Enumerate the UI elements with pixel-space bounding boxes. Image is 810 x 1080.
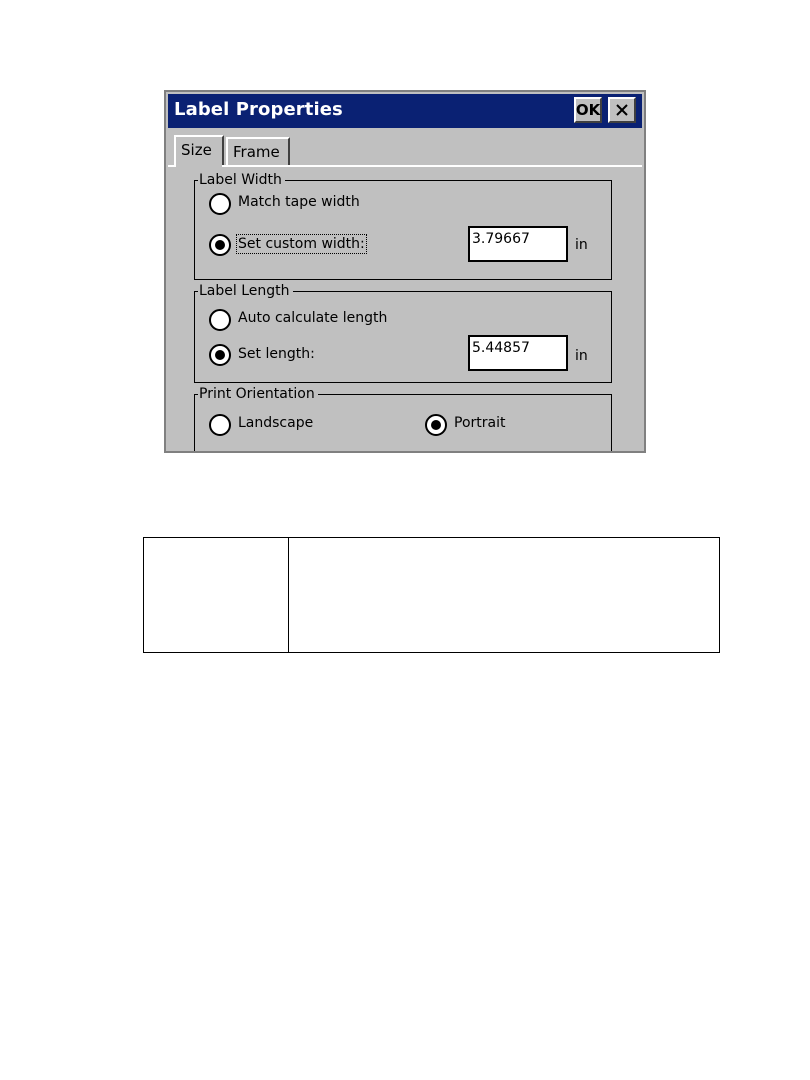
radio-selected-dot (215, 350, 225, 360)
document-table (143, 537, 720, 653)
label-length-group (194, 283, 612, 383)
radio-selected-dot (215, 240, 225, 250)
auto-calculate-length-radio[interactable] (209, 309, 231, 331)
set-length-unit: in (575, 348, 588, 364)
close-icon (615, 103, 629, 117)
set-custom-width-radio[interactable] (209, 234, 231, 256)
set-length-radio[interactable] (209, 344, 231, 366)
tab-panel-edge (168, 165, 642, 167)
print-orientation-group (194, 386, 612, 453)
dialog-title: Label Properties (174, 99, 343, 120)
custom-width-input[interactable]: 3.79667 (468, 226, 568, 262)
label-length-legend: Label Length (198, 282, 293, 300)
set-length-label[interactable]: Set length: (238, 346, 315, 362)
portrait-label[interactable]: Portrait (454, 415, 506, 431)
landscape-radio[interactable] (209, 414, 231, 436)
auto-calculate-length-label[interactable]: Auto calculate length (238, 310, 388, 326)
table-divider (288, 538, 289, 652)
close-button[interactable] (608, 97, 636, 123)
label-width-group (194, 172, 612, 280)
ok-button[interactable]: OK (574, 97, 602, 123)
match-tape-width-label[interactable]: Match tape width (238, 194, 360, 210)
portrait-radio[interactable] (425, 414, 447, 436)
match-tape-width-radio[interactable] (209, 193, 231, 215)
title-bar (168, 94, 642, 128)
label-properties-dialog (164, 90, 646, 453)
custom-width-unit: in (575, 237, 588, 253)
tab-frame[interactable]: Frame (226, 137, 290, 165)
landscape-label[interactable]: Landscape (238, 415, 314, 431)
print-orientation-legend: Print Orientation (198, 385, 318, 403)
selected-tab-gap (176, 165, 222, 167)
radio-selected-dot (431, 420, 441, 430)
tab-size[interactable]: Size (174, 135, 224, 165)
label-width-legend: Label Width (198, 171, 285, 189)
set-custom-width-label[interactable]: Set custom width: (238, 236, 365, 252)
set-length-input[interactable]: 5.44857 (468, 335, 568, 371)
